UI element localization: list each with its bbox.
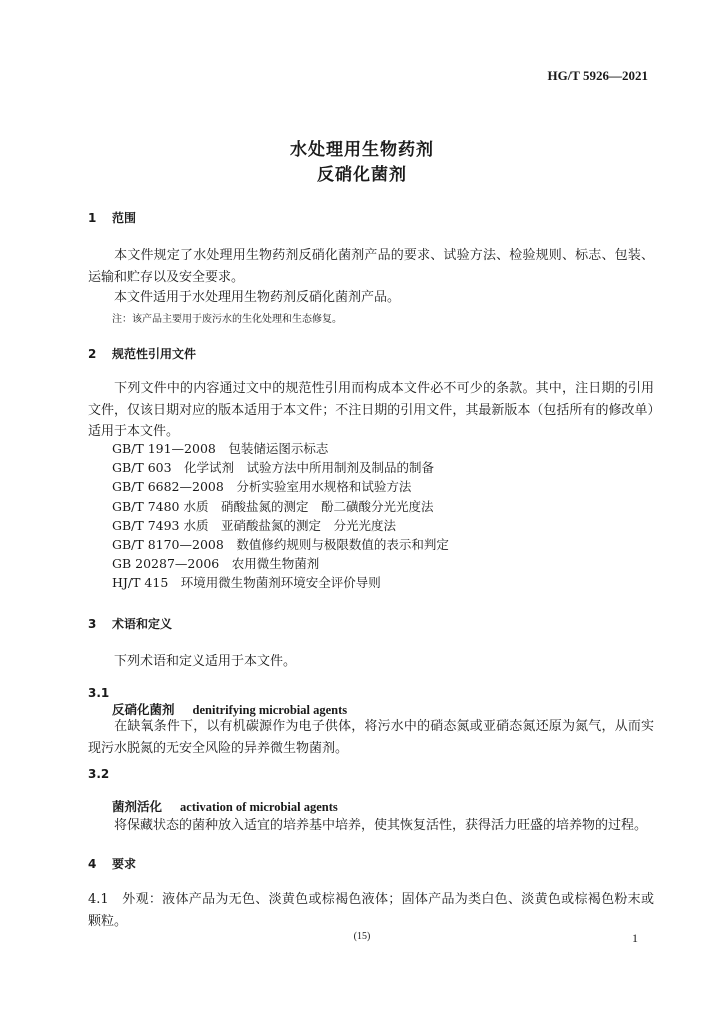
term-3-1-definition: [88, 716, 654, 759]
reference-item: HJ/T 415 环境用微生物菌剂环境安全评价导则: [112, 575, 381, 591]
section-number: 1: [88, 211, 97, 225]
standard-code: HG/T 5926—2021: [547, 68, 648, 83]
reference-item: GB/T 7493 水质 亚硝酸盐氮的测定 分光光度法: [112, 517, 396, 533]
term-en: denitrifying microbial agents: [192, 703, 348, 717]
section-title: 规范性引用文件: [112, 347, 197, 361]
reference-item: GB/T 7480 水质 硝酸盐氮的测定 酚二磺酸分光光度法: [112, 498, 434, 514]
reference-item: GB/T 603 化学试剂 试验方法中所用制剂及制品的制备: [112, 460, 435, 476]
paragraph-text: 下列术语和定义适用于本文件。: [114, 654, 297, 669]
term-zh: 反硝化菌剂: [112, 702, 175, 717]
paragraph-text: 本文件适用于水处理用生物药剂反硝化菌剂产品。: [114, 290, 401, 305]
section-1-paragraph-1: [88, 245, 654, 288]
page-number: 1: [632, 931, 638, 945]
doc-title-line1: 水处理用生物药剂: [290, 140, 434, 160]
section-title: 术语和定义: [112, 617, 173, 631]
section-1-paragraph-2: [88, 287, 654, 309]
section-number: 4: [88, 857, 97, 871]
section-number: 3: [88, 617, 97, 631]
term-en: activation of microbial agents: [180, 800, 338, 814]
reference-item: GB/T 191—2008 包装储运图示标志: [112, 441, 329, 456]
reference-item: GB 20287—2006 农用微生物菌剂: [112, 556, 320, 572]
section-2-paragraph-1: [88, 378, 654, 443]
section-1-note: 注：该产品主要用于废污水的生化处理和生态修复。: [112, 314, 342, 325]
term-3-1-number: 3.1: [88, 686, 110, 700]
section-number: 2: [88, 347, 97, 361]
definition-text: 将保藏状态的菌种放入适宜的培养基中培养，使其恢复活性，获得活力旺盛的培养物的过程。: [114, 818, 648, 833]
section-4-heading: [88, 855, 136, 872]
section-3-heading: [88, 615, 172, 632]
paragraph-text: 下列文件中的内容通过文中的规范性引用而构成本文件必不可少的条款。其中，注日期的引用文件，仅该日期对应的版本适用于本文件；不注日期的引用文件，其最新版本（包括所有的修改单）适用于本文件。: [88, 381, 654, 439]
section-2-heading: [88, 345, 196, 362]
term-zh: 菌剂活化: [112, 799, 163, 814]
footer-series-number: (15): [353, 931, 371, 942]
paragraph-text: 本文件规定了水处理用生物药剂反硝化菌剂产品的要求、试验方法、检验规则、标志、包装、运输和贮存以及安全要求。: [88, 248, 654, 285]
normative-references-list: [112, 439, 449, 593]
reference-item: GB/T 6682—2008 分析实验室用水规格和试验方法: [112, 479, 412, 495]
section-4-1-paragraph: 4.1 外观：液体产品为无色、淡黄色或棕褐色液体；固体产品为类白色、淡黄色或棕褐色粉末或颗粒。: [88, 892, 654, 929]
doc-title-line2: 反硝化菌剂: [317, 165, 407, 185]
section-title: 范围: [112, 211, 137, 225]
term-3-2-definition: [88, 815, 654, 837]
section-title: 要求: [112, 857, 137, 871]
section-1-heading: [88, 209, 136, 226]
definition-text: 在缺氧条件下，以有机碳源作为电子供体，将污水中的硝态氮或亚硝态氮还原为氮气，从而实现污水脱氮的无安全风险的异养微生物菌剂。: [88, 719, 654, 756]
term-3-2-title: [112, 797, 338, 815]
term-3-2-number: 3.2: [88, 767, 110, 781]
reference-item: GB/T 8170—2008 数值修约规则与极限数值的表示和判定: [112, 537, 449, 553]
section-3-paragraph-1: [88, 651, 654, 673]
